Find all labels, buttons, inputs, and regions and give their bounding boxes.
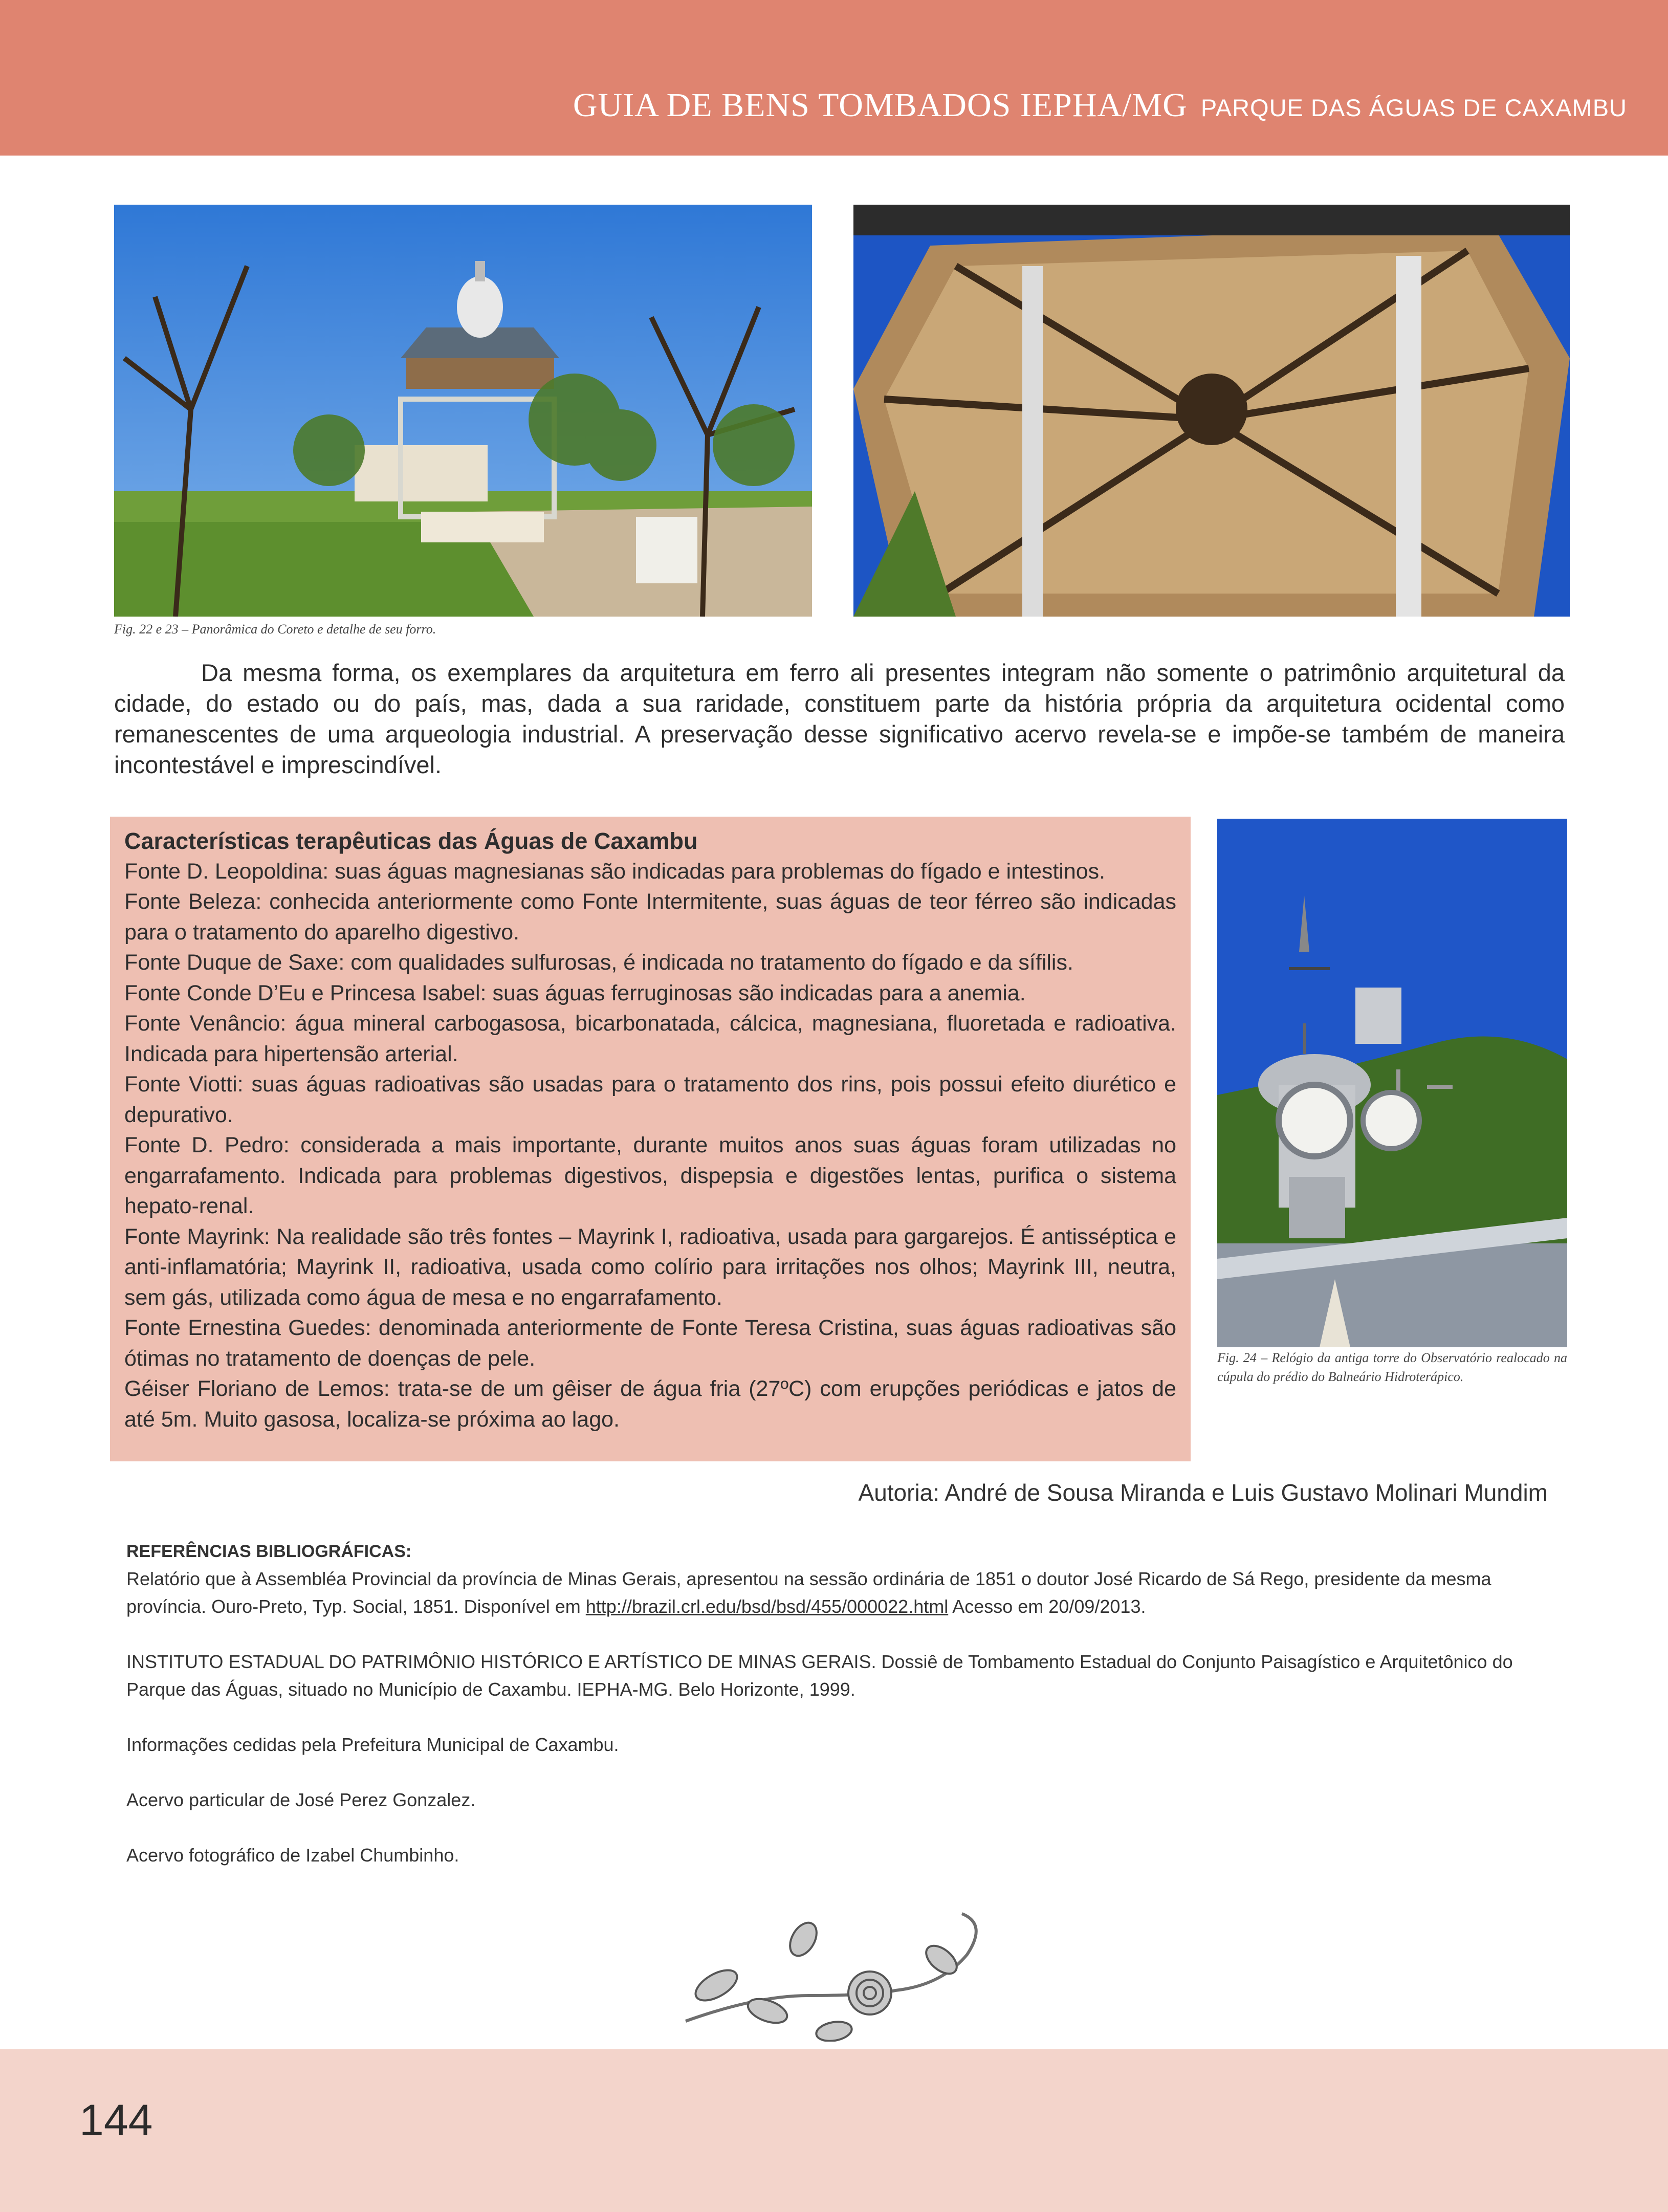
panel-item: Fonte Beleza: conhecida anteriormente como Fonte Intermitente, suas águas de teor férreo são indicadas para o tratamento do aparelho digestivo. bbox=[124, 889, 1176, 945]
panel-item: Fonte Duque de Saxe: com qualidades sulfurosas, é indicada no tratamento do fígado e da sífilis. bbox=[124, 950, 1073, 975]
page-footer bbox=[0, 2049, 1668, 2212]
rose-ornament-image bbox=[655, 1893, 1013, 2042]
reference-link[interactable]: http://brazil.crl.edu/bsd/bsd/455/000022.html bbox=[585, 1596, 949, 1617]
panel-item: Fonte D. Pedro: considerada a mais importante, durante muitos anos suas águas foram utilizadas no engarrafamento. Indicada para problemas digestivos, dispepsia e digestões lentas, purifica o sistema hepato-renal. bbox=[124, 1133, 1176, 1218]
section-title: PARQUE DAS ÁGUAS DE CAXAMBU bbox=[1200, 94, 1627, 121]
panel-item: Fonte Venâncio: água mineral carbogasosa, bicarbonatada, cálcica, magnesiana, fluoretada e radioativa. Indicada para hipertensão arterial. bbox=[124, 1011, 1176, 1066]
reference-item: Informações cedidas pela Prefeitura Municipal de Caxambu. bbox=[126, 1734, 619, 1755]
reference-item bbox=[126, 1565, 1559, 1620]
panel-item: Fonte D. Leopoldina: suas águas magnesianas são indicadas para problemas do fígado e intestinos. bbox=[124, 859, 1106, 884]
reference-item: INSTITUTO ESTADUAL DO PATRIMÔNIO HISTÓRICO E ARTÍSTICO DE MINAS GERAIS. Dossiê de Tombamento Estadual do Conjunto Paisagístico e Arquitetônico do Parque das Águas, situado no Município de Caxambu. IEPHA-MG. Belo Horizonte, 1999. bbox=[126, 1651, 1513, 1700]
panel-title: Características terapêuticas das Águas de Caxambu bbox=[124, 828, 698, 854]
reference-item: Acervo particular de José Perez Gonzalez. bbox=[126, 1789, 476, 1810]
figure-caption-22-23: Fig. 22 e 23 – Panorâmica do Coreto e detalhe de seu forro. bbox=[114, 622, 436, 637]
panel-item: Fonte Ernestina Guedes: denominada anteriormente de Fonte Teresa Cristina, suas águas radioativas são ótimas no tratamento de doenças de pele. bbox=[124, 1316, 1176, 1371]
therapeutic-properties-panel bbox=[110, 817, 1191, 1461]
reference-text: Relatório que à Assembléa Provincial da província de Minas Gerais, apresentou na sessão ordinária de 1851 o doutor José Ricardo de Sá Rego, presidente da mesma província. Ouro-Preto, Typ. Social, 1851. Disponível em bbox=[126, 1568, 1491, 1617]
figure-caption-24: Fig. 24 – Relógio da antiga torre do Observatório realocado na cúpula do prédio do Balneário Hidroterápico. bbox=[1217, 1350, 1567, 1384]
reference-text: Acesso em 20/09/2013. bbox=[948, 1596, 1146, 1617]
reference-item: Acervo fotográfico de Izabel Chumbinho. bbox=[126, 1845, 459, 1866]
header-title bbox=[573, 86, 1627, 125]
body-paragraph bbox=[114, 658, 1565, 780]
panel-item: Fonte Mayrink: Na realidade são três fontes – Mayrink I, radioativa, usada para gargarejos. É antisséptica e anti-inflamatória; Mayrink II, radioativa, usada como colírio para irritações nos olhos; Mayrink III, neutra, sem gás, utilizada como água de mesa e no engarrafamento. bbox=[124, 1224, 1176, 1310]
page-header bbox=[0, 0, 1668, 156]
paragraph-text: Da mesma forma, os exemplares da arquitetura em ferro ali presentes integram não somente o patrimônio arquitetural da cidade, do estado ou do país, mas, dada a sua raridade, constituem parte da história própria da arquitetura ocidental como remanescentes de uma arqueologia industrial. A preservação desse significativo acervo revela-se e impõe-se também de maneira incontestável e imprescindível. bbox=[114, 659, 1565, 778]
guide-title: GUIA DE BENS TOMBADOS IEPHA/MG bbox=[573, 86, 1188, 124]
panel-item: Fonte Conde D’Eu e Princesa Isabel: suas águas ferruginosas são indicadas para a anemia. bbox=[124, 980, 1026, 1005]
panel-item: Fonte Viotti: suas águas radioativas são usadas para o tratamento dos rins, pois possui efeito diurético e depurativo. bbox=[124, 1072, 1176, 1127]
panel-item: Géiser Floriano de Lemos: trata-se de um gêiser de água fria (27ºC) com erupções periódicas e jatos de até 5m. Muito gasosa, localiza-se próxima ao lago. bbox=[124, 1376, 1176, 1432]
page-number: 144 bbox=[79, 2096, 153, 2145]
bandstand-panorama-photo bbox=[114, 205, 812, 617]
references-section bbox=[126, 1538, 1559, 1869]
references-title: REFERÊNCIAS BIBLIOGRÁFICAS: bbox=[126, 1542, 412, 1561]
authorship-line: Autoria: André de Sousa Miranda e Luis Gustavo Molinari Mundim bbox=[858, 1479, 1548, 1506]
observatory-clock-photo bbox=[1217, 819, 1567, 1347]
bandstand-ceiling-photo bbox=[853, 205, 1570, 617]
